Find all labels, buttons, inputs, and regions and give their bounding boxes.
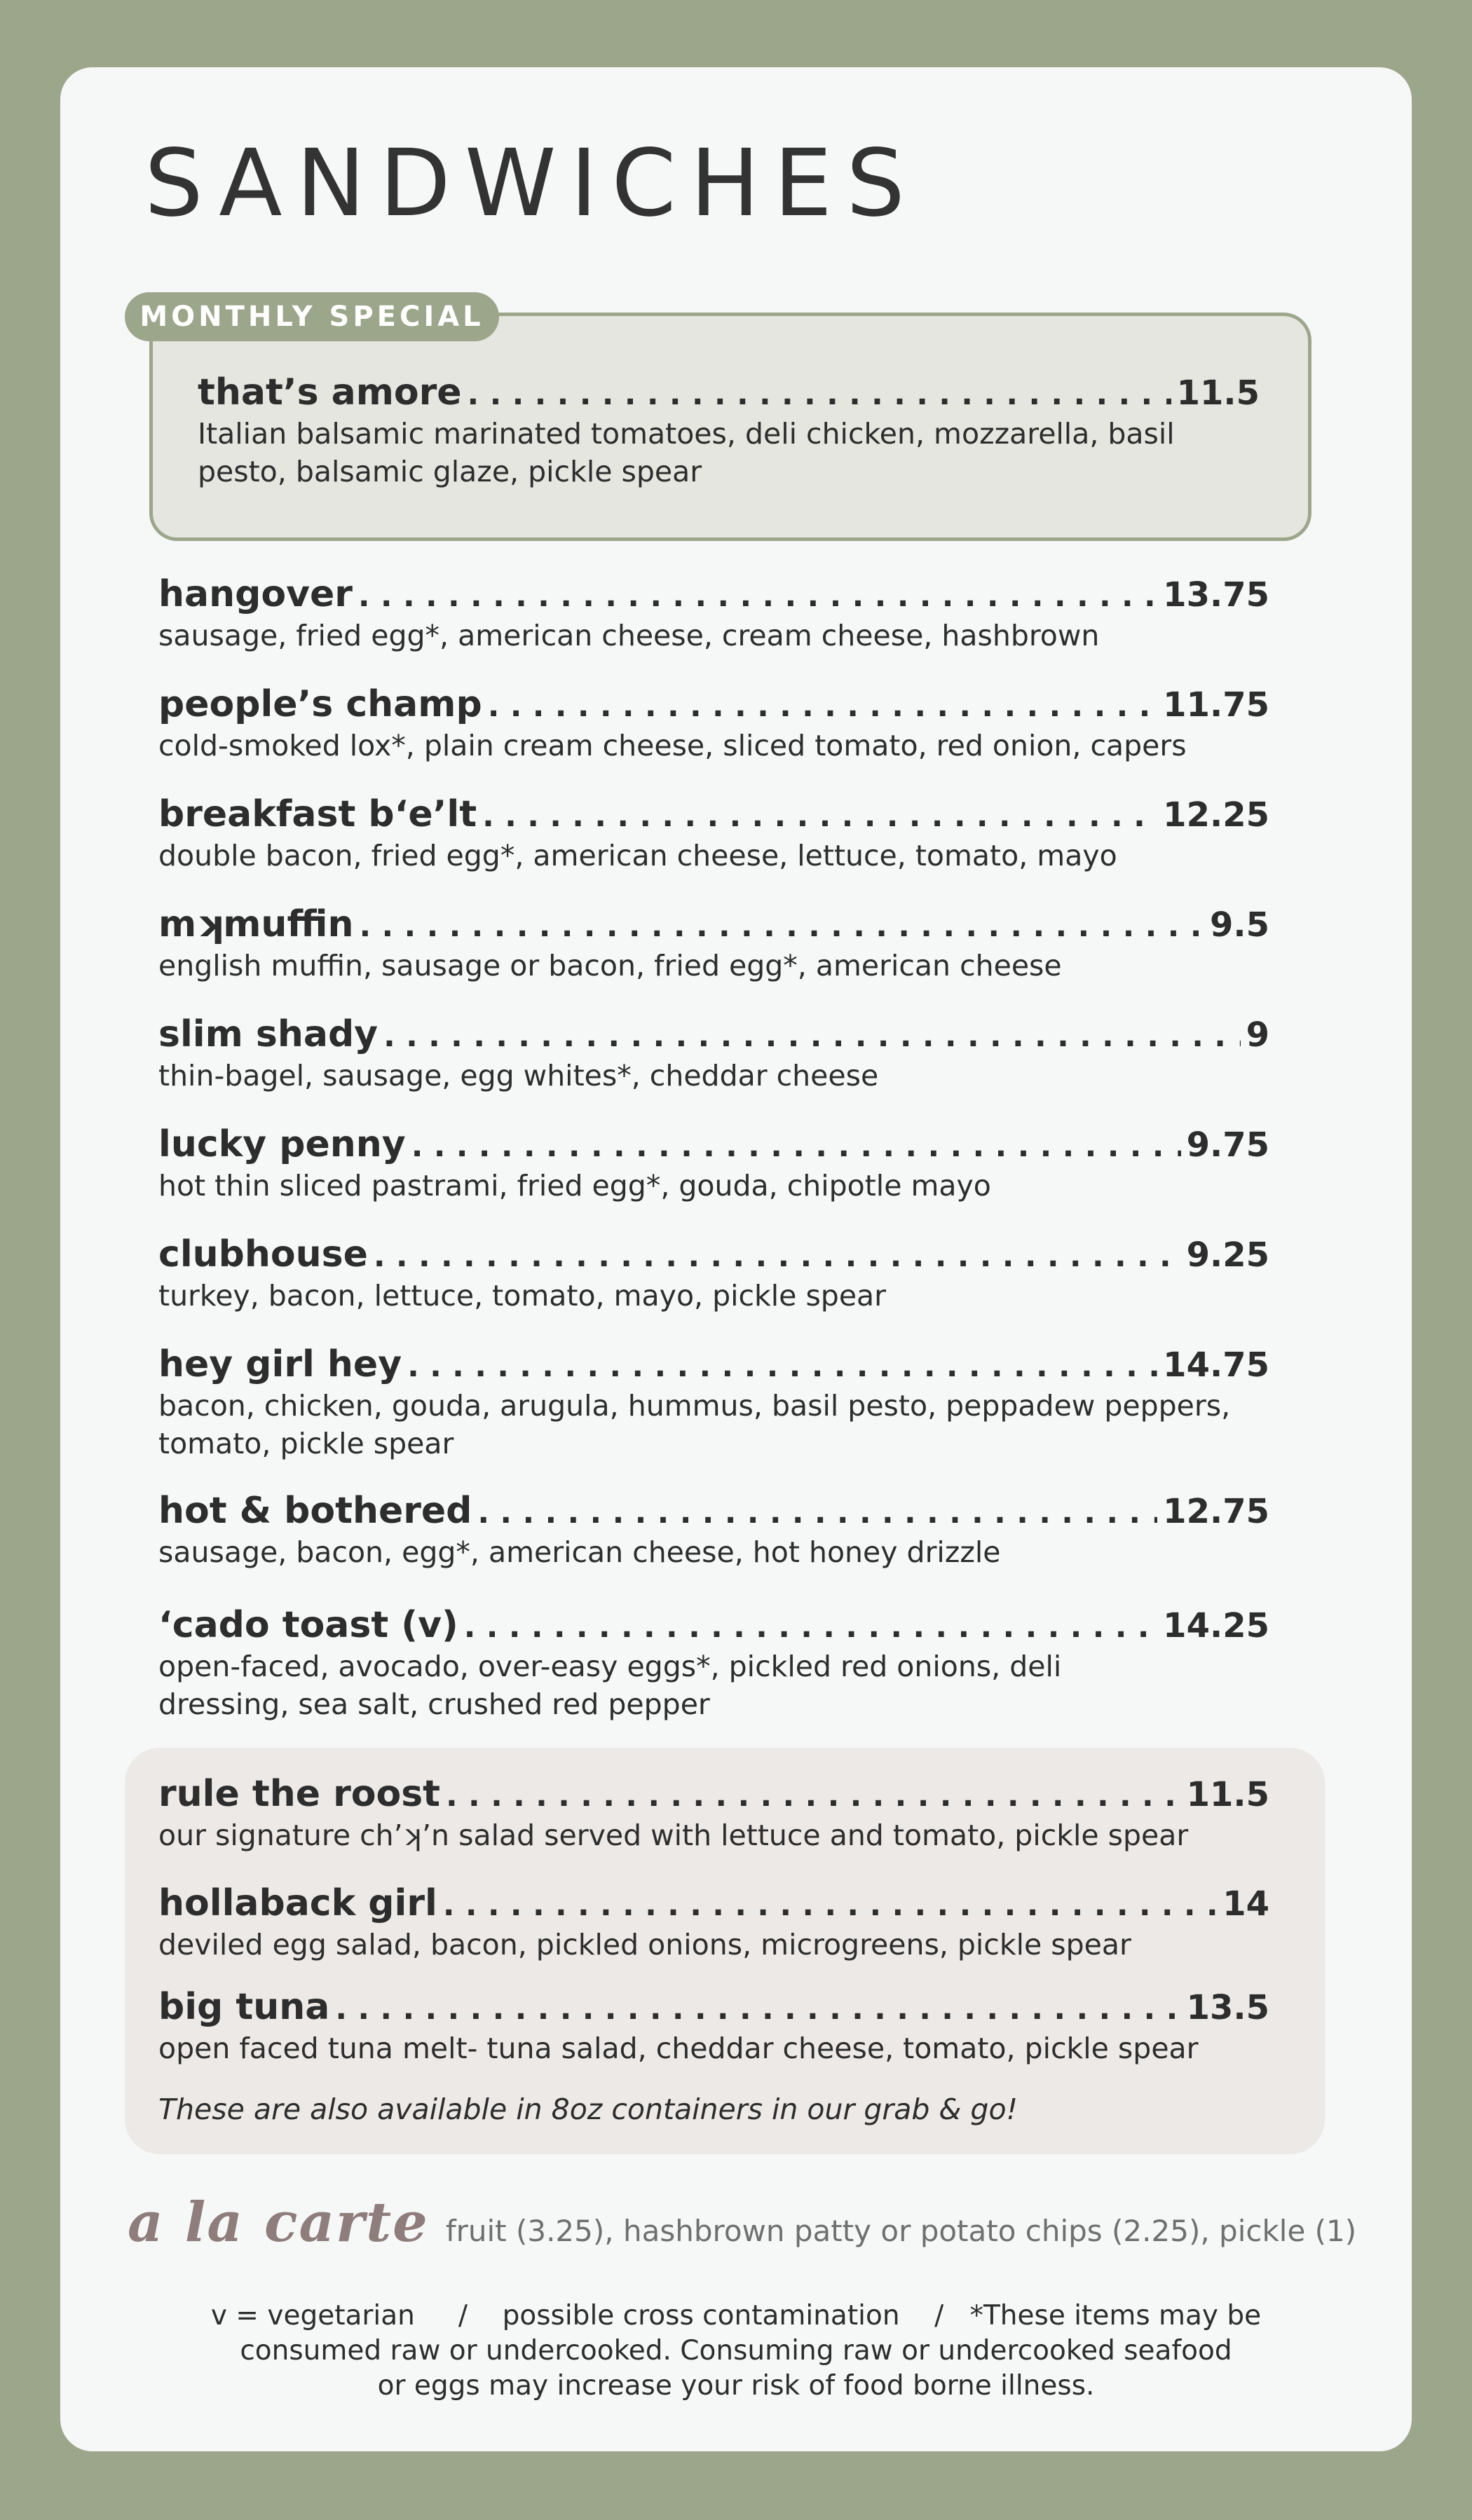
special-item — [198, 371, 1260, 491]
dot-leader — [374, 1238, 1181, 1274]
grab-and-go-note: These are also available in 8oz containers in our grab & go! — [158, 2093, 1018, 2126]
dot-leader — [464, 1609, 1157, 1645]
item-description: cold-smoked lox*, plain cream cheese, sliced tomato, red onion, capers — [158, 729, 1187, 762]
footnote — [175, 2299, 1297, 2404]
item-description: sausage, fried egg*, american cheese, cream cheese, hashbrown — [158, 619, 1100, 652]
item-price: 11.5 — [1186, 1775, 1269, 1814]
menu-item — [158, 683, 1269, 765]
menu-item — [158, 903, 1269, 985]
item-price: 9.75 — [1186, 1125, 1269, 1165]
footnote-line: consumed raw or undercooked. Consuming raw or undercooked seafood — [240, 2335, 1232, 2367]
dot-leader — [383, 1018, 1241, 1054]
dot-leader — [488, 688, 1157, 724]
item-description: Italian balsamic marinated tomatoes, deli chicken, mozzarella, basil pesto, balsamic glaze, pickle spear — [198, 417, 1175, 488]
dot-leader — [477, 1495, 1157, 1531]
footnote-line: or eggs may increase your risk of food borne illness. — [377, 2370, 1095, 2402]
grab-item — [158, 1773, 1269, 1854]
dot-leader — [468, 376, 1171, 412]
item-price: 9.5 — [1209, 905, 1269, 945]
dot-leader — [411, 1128, 1181, 1164]
item-name: mʞmuffin — [158, 903, 354, 945]
item-description: thin-bagel, sausage, egg whites*, cheddar cheese — [158, 1059, 879, 1093]
item-description: bacon, chicken, gouda, arugula, hummus, basil pesto, peppadew peppers, tomato, pickle spear — [158, 1389, 1231, 1460]
menu-item — [158, 793, 1269, 875]
item-name: lucky penny — [158, 1123, 406, 1165]
dot-leader — [359, 908, 1204, 944]
a-la-carte-label: a la carte — [128, 2191, 429, 2254]
item-price: 11.5 — [1176, 374, 1260, 413]
item-name: rule the roost — [158, 1773, 441, 1815]
footnote-line: v = vegetarian / possible cross contamination / *These items may be — [210, 2300, 1262, 2331]
item-price: 9 — [1246, 1015, 1269, 1055]
item-description: our signature ch’ʞ’n salad served with lettuce and tomato, pickle spear — [158, 1819, 1189, 1852]
item-name: slim shady — [158, 1013, 379, 1055]
item-name: hey girl hey — [158, 1343, 402, 1385]
dot-leader — [443, 1887, 1217, 1923]
dot-leader — [335, 1991, 1180, 2027]
item-description: double bacon, fried egg*, american cheese, lettuce, tomato, mayo — [158, 839, 1117, 872]
menu-item — [158, 573, 1269, 655]
monthly-special-tag: MONTHLY SPECIAL — [125, 292, 499, 341]
item-description: deviled egg salad, bacon, pickled onions, microgreens, pickle spear — [158, 1928, 1131, 1961]
dot-leader — [407, 1348, 1157, 1384]
item-price: 9.25 — [1186, 1235, 1269, 1275]
item-description: sausage, bacon, egg*, american cheese, hot honey drizzle — [158, 1535, 1001, 1569]
menu-item — [158, 1233, 1269, 1315]
item-price: 11.75 — [1163, 685, 1269, 725]
menu-item — [158, 1123, 1269, 1205]
item-price: 14 — [1222, 1884, 1269, 1924]
menu-item — [158, 1013, 1269, 1095]
item-price: 12.75 — [1163, 1492, 1269, 1531]
item-description: hot thin sliced pastrami, fried egg*, gouda, chipotle mayo — [158, 1169, 991, 1203]
item-description: open-faced, avocado, over-easy eggs*, pickled red onions, deli dressing, sea salt, crushed red pepper — [158, 1650, 1062, 1721]
a-la-carte-section — [128, 2191, 1356, 2254]
dot-leader — [358, 578, 1157, 614]
item-price: 13.75 — [1163, 575, 1269, 615]
item-name: hot & bothered — [158, 1490, 472, 1532]
grab-item — [158, 1986, 1269, 2067]
item-name: breakfast b‘e’lt — [158, 793, 477, 835]
dot-leader — [482, 798, 1157, 834]
item-price: 14.75 — [1163, 1345, 1269, 1385]
grab-item — [158, 1882, 1269, 1964]
item-description: open faced tuna melt- tuna salad, cheddar cheese, tomato, pickle spear — [158, 2032, 1199, 2065]
item-price: 14.25 — [1163, 1606, 1269, 1645]
item-name: big tuna — [158, 1986, 330, 2028]
item-name: ‘cado toast (v) — [158, 1604, 458, 1646]
page-title: SANDWICHES — [144, 130, 919, 238]
item-price: 12.25 — [1163, 795, 1269, 835]
item-name: people’s champ — [158, 683, 482, 725]
menu-item — [158, 1604, 1269, 1723]
item-price: 13.5 — [1186, 1988, 1269, 2027]
item-name: clubhouse — [158, 1233, 368, 1275]
menu-item — [158, 1343, 1269, 1463]
item-name: that’s amore — [198, 371, 462, 413]
item-name: hangover — [158, 573, 353, 615]
menu-item — [158, 1490, 1269, 1571]
item-name: hollaback girl — [158, 1882, 437, 1924]
dot-leader — [446, 1778, 1181, 1814]
a-la-carte-list: fruit (3.25), hashbrown patty or potato chips (2.25), pickle (1) — [445, 2214, 1357, 2248]
item-description: turkey, bacon, lettuce, tomato, mayo, pickle spear — [158, 1279, 887, 1313]
item-description: english muffin, sausage or bacon, fried egg*, american cheese — [158, 949, 1062, 982]
